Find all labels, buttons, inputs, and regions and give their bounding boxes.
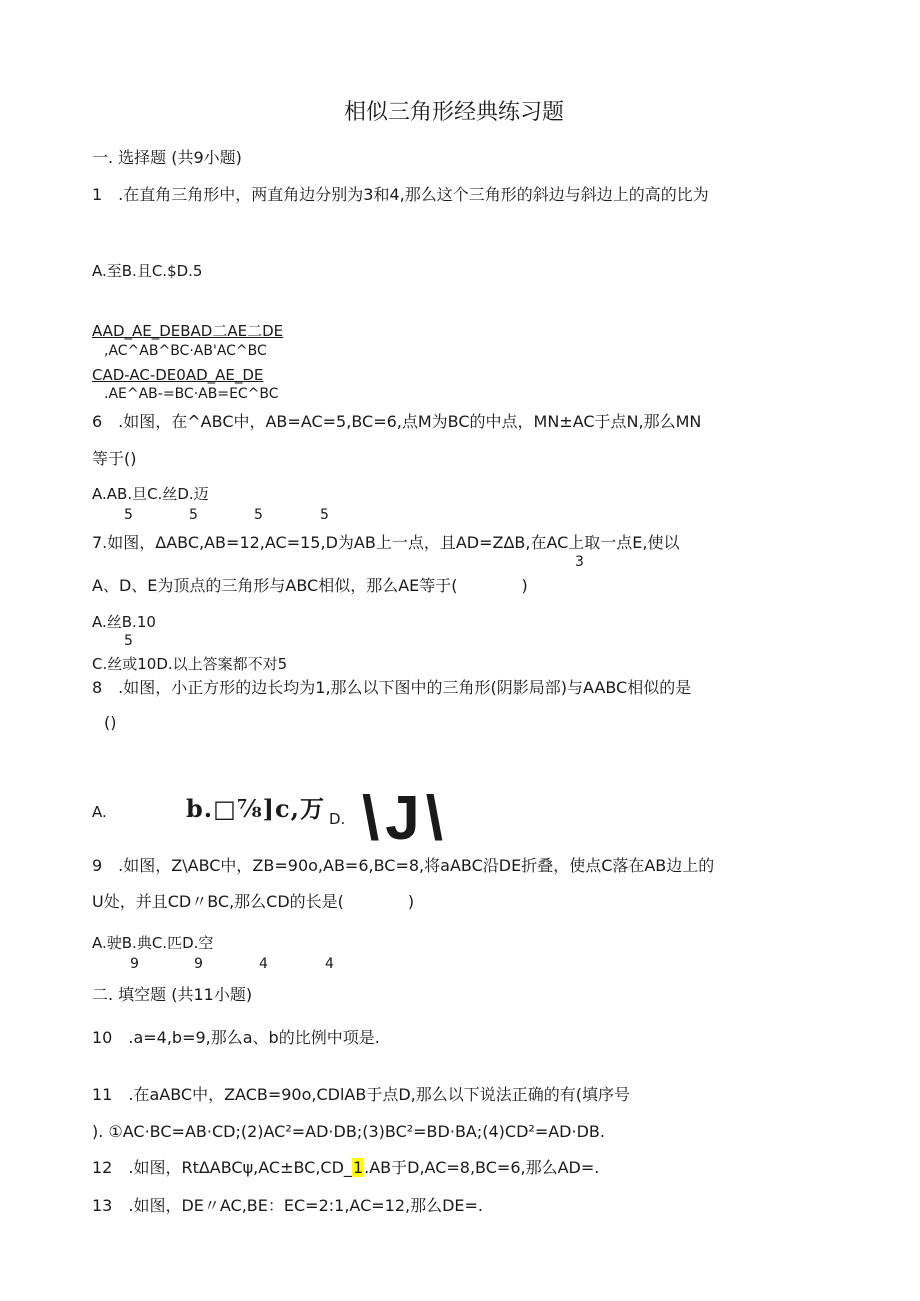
question-7-line-1: 7.如图，ΔABC,AB=12,AC=15,D为AB上一点，且AD=ZΔB,在AC上取一点E,使以 (92, 533, 680, 552)
question-6-denominator-c: 5 (254, 507, 263, 523)
question-1-text: 1 .在直角三角形中，两直角边分别为3和4,那么这个三角形的斜边与斜边上的高的比为 (92, 185, 709, 204)
question-7-sub: 3 (575, 554, 584, 570)
question-12-highlight: 1 (352, 1158, 364, 1177)
question-12-text (92, 1160, 599, 1176)
question-5-line-4: .AE^AB-=BC·AB=EC^BC (104, 386, 279, 402)
question-6-line-1: 6 .如图，在^ABC中，AB=AC=5,BC=6,点M为BC的中点，MN±AC于点N,那么MN (92, 412, 702, 431)
question-7-option-a: A.丝B.10 (92, 613, 156, 631)
question-6-line-2: 等于() (92, 449, 137, 468)
question-8-option-d: D. (329, 810, 346, 828)
section-heading-choice: 一. 选择题 (共9小题) (92, 148, 242, 167)
page-title: 相似三角形经典练习题 (344, 100, 565, 125)
question-11-line-1: 11 .在aABC中，ZACB=90o,CDlAB于点D,那么以下说法正确的有(填序号 (92, 1085, 630, 1104)
question-1-options: A.至B.且C.$D.5 (92, 262, 203, 280)
question-5-line-2: ,AC^AB^BC·AB'AC^BC (104, 343, 267, 359)
question-5-line-1: AAD_AE_DEBAD二AE二DE (92, 322, 284, 340)
question-8-line-1: 8 .如图，小正方形的边长均为1,那么以下图中的三角形(阴影局部)与AABC相似的是 (92, 678, 692, 697)
question-7-option-a-denominator: 5 (124, 633, 133, 649)
question-8-figure-d: \J\ (362, 784, 449, 853)
question-9-denominator-d: 4 (325, 956, 334, 972)
question-6-options: A.AB.旦C.丝D.迈 (92, 485, 209, 503)
question-12-after: .AB于D,AC=8,BC=6,那么AD=. (364, 1158, 600, 1177)
question-7-option-c: C.丝或10D.以上答案都不对5 (92, 655, 288, 673)
question-6-denominator-d: 5 (320, 507, 329, 523)
section-heading-fill: 二. 填空题 (共11小题) (92, 985, 253, 1004)
question-11-line-2: ). ①AC·BC=AB·CD;(2)AC²=AD·DB;(3)BC²=BD·BA;(4)CD²=AD·DB. (92, 1122, 605, 1141)
question-8-option-a: A. (92, 803, 107, 821)
question-9-denominator-a: 9 (130, 956, 139, 972)
question-9-line-2: U处，并且CD〃BC,那么CD的长是( ) (92, 892, 415, 911)
question-9-line-1: 9 .如图，Z\ABC中，ZB=90o,AB=6,BC=8,将aABC沿DE折叠，使点C落在AB边上的 (92, 856, 715, 875)
question-10-text: 10 .a=4,b=9,那么a、b的比例中项是. (92, 1028, 380, 1047)
question-9-denominator-c: 4 (259, 956, 268, 972)
question-8-option-bc: b.□⅞]c,万 (186, 794, 325, 823)
question-12-before: 12 .如图，RtΔABCψ,AC±BC,CD_ (92, 1158, 352, 1177)
question-9-options: A.驶B.典C.匹D.空 (92, 934, 214, 952)
question-13-text: 13 .如图，DE〃AC,BE：EC=2:1,AC=12,那么DE=. (92, 1196, 484, 1215)
question-6-denominator-a: 5 (124, 507, 133, 523)
question-6-denominator-b: 5 (189, 507, 198, 523)
question-7-line-2: A、D、E为顶点的三角形与ABC相似，那么AE等于( ) (92, 576, 528, 595)
question-5-line-3: CAD-AC-DE0AD_AE_DE (92, 366, 264, 384)
question-8-line-2: () (104, 713, 117, 732)
question-9-denominator-b: 9 (194, 956, 203, 972)
